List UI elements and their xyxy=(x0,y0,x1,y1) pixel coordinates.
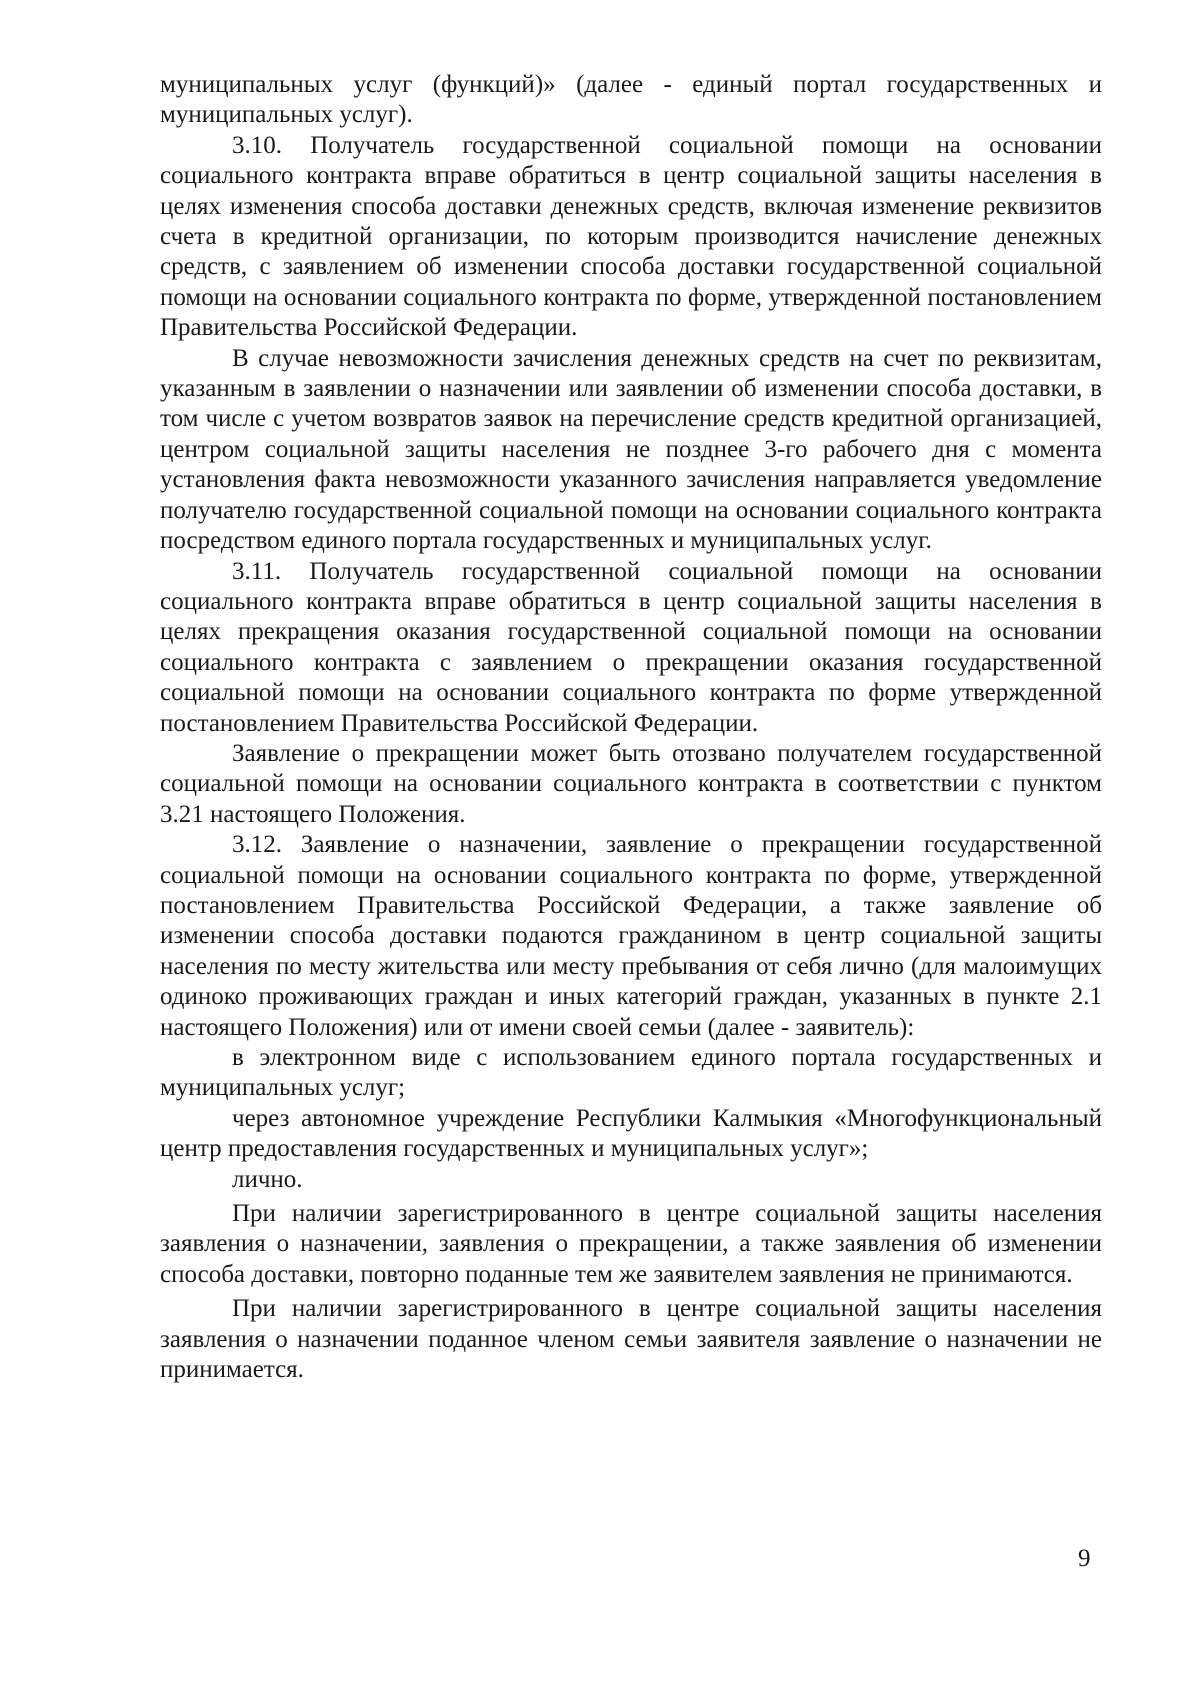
paragraph-withdrawal: Заявление о прекращении может быть отозвано получателем государственной социальной помощи на основании социального контракта в соответствии с пунктом 3.21 настоящего Положения. xyxy=(160,739,1102,828)
paragraph-repeat-applications: При наличии зарегистрированного в центре социальной защиты населения заявления о назначении, заявления о прекращении, а также заявления об изменении способа доставки, повторно поданные тем же заявителем заявления не принимаются. xyxy=(160,1200,1102,1288)
paragraph-continuation: муниципальных услуг (функций)» (далее - единый портал государственных и муниципальных услуг). xyxy=(160,71,1102,129)
list-item-mfc: через автономное учреждение Республики Калмыкия «Многофункциональный центр предоставления государственных и муниципальных услуг»; xyxy=(160,1104,1102,1163)
paragraph-3-10: 3.10. Получатель государственной социальной помощи на основании социального контракта вправе обратиться в центр социальной защиты населения в целях изменения способа доставки денежных средств, включая изменение реквизитов счета в кредитной организации, по которым производится начисление денежных средств, с заявлением об изменении способа доставки государственной социальной помощи на основании социального контракта по форме, утвержденной постановлением Правительства Российской Федерации. xyxy=(160,131,1102,342)
paragraph-family-member: При наличии зарегистрированного в центре социальной защиты населения заявления о назначении поданное членом семьи заявителя заявление о назначении не принимается. xyxy=(160,1295,1102,1384)
paragraph-3-11: 3.11. Получатель государственной социальной помощи на основании социального контракта вправе обратиться в центр социальной защиты населения в целях прекращения оказания государственной социальной помощи на основании социального контракта с заявлением о прекращении оказания государственной социальной помощи на основании социального контракта по форме утвержденной постановлением Правительства Российской Федерации. xyxy=(160,557,1102,737)
list-item-electronic: в электронном виде с использованием единого портала государственных и муниципальных услуг; xyxy=(160,1044,1102,1102)
page-number: 9 xyxy=(1078,1545,1091,1572)
list-item-in-person: лично. xyxy=(232,1165,303,1193)
document-body xyxy=(160,70,1102,1385)
paragraph-3-12: 3.12. Заявление о назначении, заявление о прекращении государственной социальной помощи на основании социального контракта по форме, утвержденной постановлением Правительства Российской Федерации, а также заявление об изменении способа доставки подаются гражданином в центр социальной защиты населения по месту жительства или месту пребывания от себя лично (для малоимущих одиноко проживающих граждан и иных категорий граждан, указанных в пункте 2.1 настоящего Положения) или от имени своей семьи (далее - заявитель): xyxy=(160,831,1102,1041)
paragraph-delivery-failure: В случае невозможности зачисления денежных средств на счет по реквизитам, указанным в заявлении о назначении или заявлении об изменении способа доставки, в том числе с учетом возвратов заявок на перечисление средств кредитной организацией, центром социальной защиты населения не позднее 3-го рабочего дня с момента установления факта невозможности указанного зачисления направляется уведомление получателю государственной социальной помощи на основании социального контракта посредством единого портала государственных и муниципальных услуг. xyxy=(160,344,1102,555)
